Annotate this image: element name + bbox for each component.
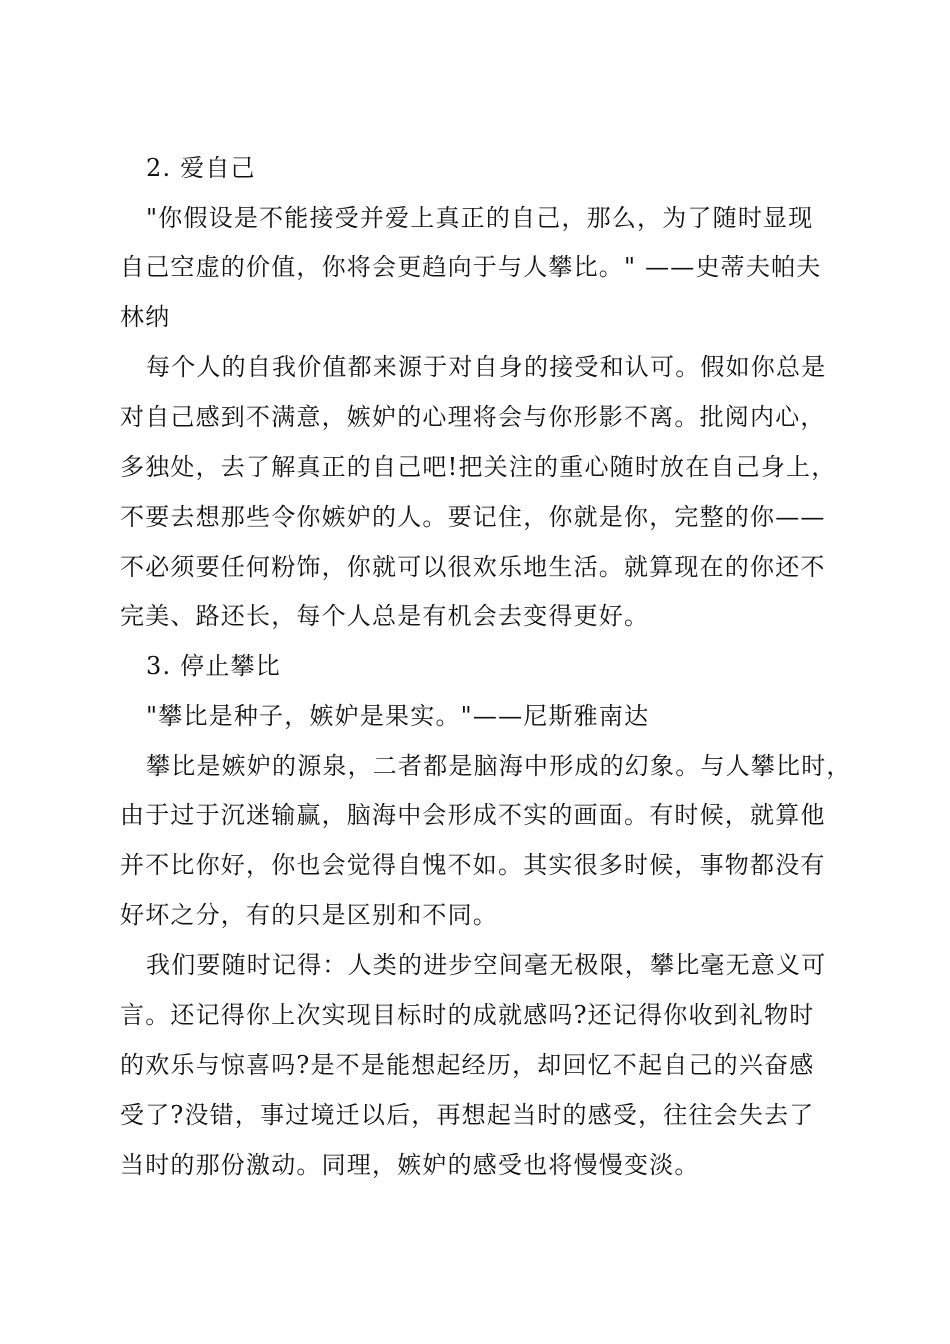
paragraph-line: 完美、路还长，每个人总是有机会去变得更好。 (120, 602, 650, 630)
paragraph-line: 好坏之分，有的只是区别和不同。 (120, 901, 498, 929)
paragraph-line: 的欢乐与惊喜吗?是不是能想起经历，却回忆不起自己的兴奋感 (120, 1051, 815, 1079)
paragraph-line: 受了?没错，事过境迁以后，再想起当时的感受，往往会失去了 (120, 1101, 815, 1129)
paragraph-line: 并不比你好，你也会觉得自愧不如。其实很多时候，事物都没有 (120, 851, 826, 879)
quote-line: 自己空虚的价值，你将会更趋向于与人攀比。" ——史蒂夫帕夫 (120, 253, 822, 281)
paragraph-line: 我们要随时记得：人类的进步空间毫无极限，攀比毫无意义可 (146, 951, 827, 979)
paragraph-line: 每个人的自我价值都来源于对自身的接受和认可。假如你总是 (146, 353, 827, 381)
quote-line: 林纳 (120, 303, 171, 331)
paragraph-line: 多独处，去了解真正的自己吧!把关注的重心随时放在自己身上， (120, 453, 837, 481)
paragraph-line: 由于过于沉迷输赢，脑海中会形成不实的画面。有时候，就算他 (120, 801, 826, 829)
paragraph-line: 不必须要任何粉饰，你就可以很欢乐地生活。就算现在的你还不 (120, 553, 826, 581)
section-heading-stop-comparing: 3. 停止攀比 (146, 652, 281, 680)
quote-line: "攀比是种子，嫉妒是果实。"——尼斯雅南达 (146, 702, 650, 730)
quote-line: "你假设是不能接受并爱上真正的自己，那么，为了随时显现 (146, 204, 814, 232)
paragraph-line: 当时的那份激动。同理，嫉妒的感受也将慢慢变淡。 (120, 1151, 700, 1179)
section-heading-love-yourself: 2. 爱自己 (146, 154, 256, 182)
paragraph-line: 不要去想那些令你嫉妒的人。要记住，你就是你，完整的你—— (120, 503, 826, 531)
paragraph-line: 对自己感到不满意，嫉妒的心理将会与你形影不离。批阅内心， (120, 403, 826, 431)
paragraph-line: 攀比是嫉妒的源泉，二者都是脑海中形成的幻象。与人攀比时， (146, 752, 852, 780)
paragraph-line: 言。还记得你上次实现目标时的成就感吗?还记得你收到礼物时 (120, 1001, 815, 1029)
